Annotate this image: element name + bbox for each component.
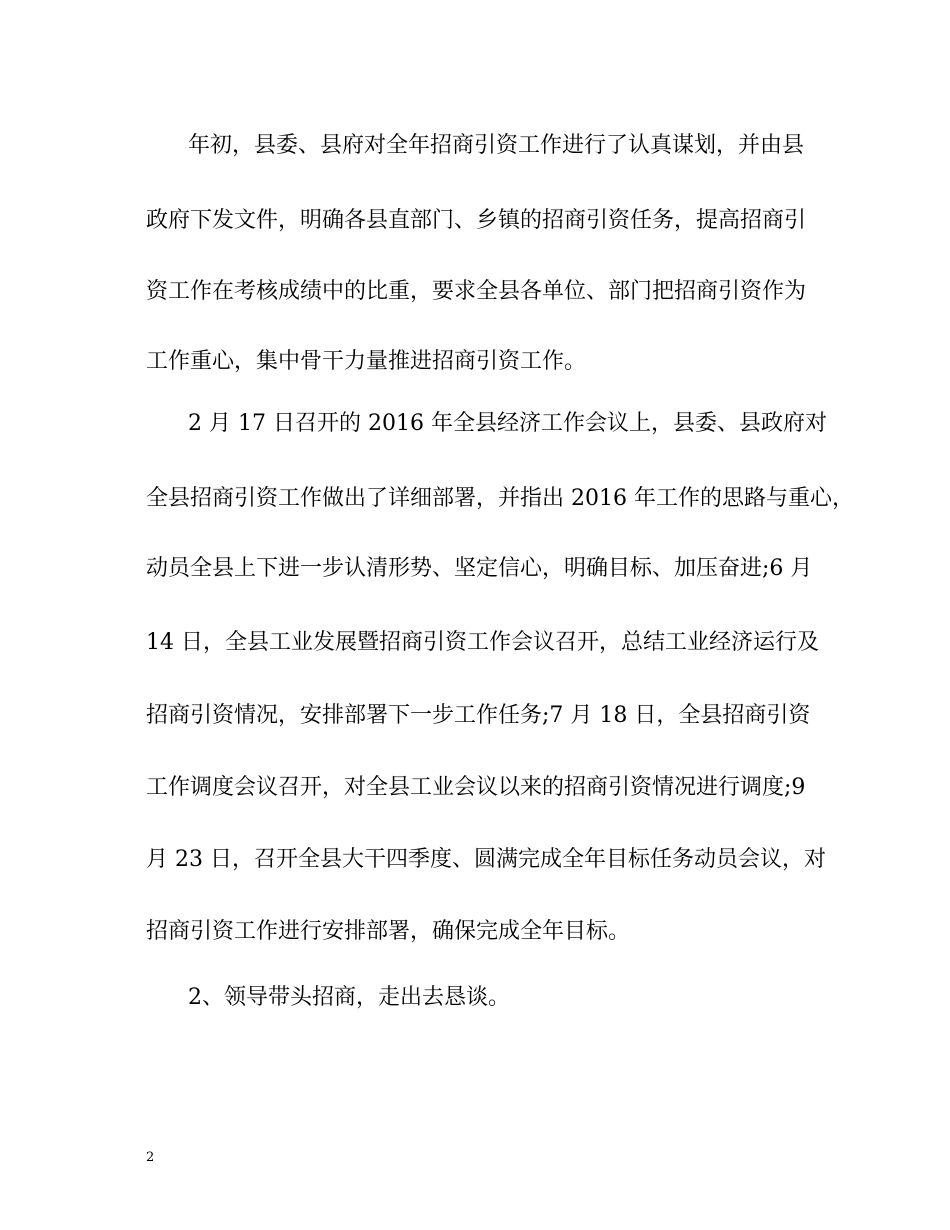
paragraph-2-line-6: 工作调度会议召开，对全县工业会议以来的招商引资情况进行调度;9 (146, 775, 806, 800)
paragraph-2-line-7: 月 23 日，召开全县大干四季度、圆满完成全年目标任务动员会议，对 (146, 847, 826, 872)
paragraph-1-line-1: 年初，县委、县府对全年招商引资工作进行了认真谋划，并由县 (188, 133, 805, 158)
page-number: 2 (146, 1150, 155, 1165)
paragraph-2-line-2: 全县招商引资工作做出了详细部署，并指出 2016 年工作的思路与重心， (146, 486, 854, 511)
paragraph-1-line-4: 工作重心，集中骨干力量推进招商引资工作。 (146, 349, 587, 374)
section-heading-2: 2、领导带头招商，走出去恳谈。 (188, 985, 510, 1010)
paragraph-2-line-3: 动员全县上下进一步认清形势、坚定信心，明确目标、加压奋进;6 月 (146, 556, 813, 581)
paragraph-1-line-3: 资工作在考核成绩中的比重，要求全县各单位、部门把招商引资作为 (146, 279, 807, 304)
paragraph-1-line-2: 政府下发文件，明确各县直部门、乡镇的招商引资任务，提高招商引 (146, 208, 807, 233)
paragraph-2-line-5: 招商引资情况，安排部署下一步工作任务;7 月 18 日，全县招商引资 (146, 703, 811, 728)
paragraph-2-line-4: 14 日，全县工业发展暨招商引资工作会议召开，总结工业经济运行及 (146, 630, 819, 655)
paragraph-2-line-1: 2 月 17 日召开的 2016 年全县经济工作会议上，县委、县政府对 (188, 411, 827, 436)
paragraph-2-line-8: 招商引资工作进行安排部署，确保完成全年目标。 (146, 919, 631, 944)
